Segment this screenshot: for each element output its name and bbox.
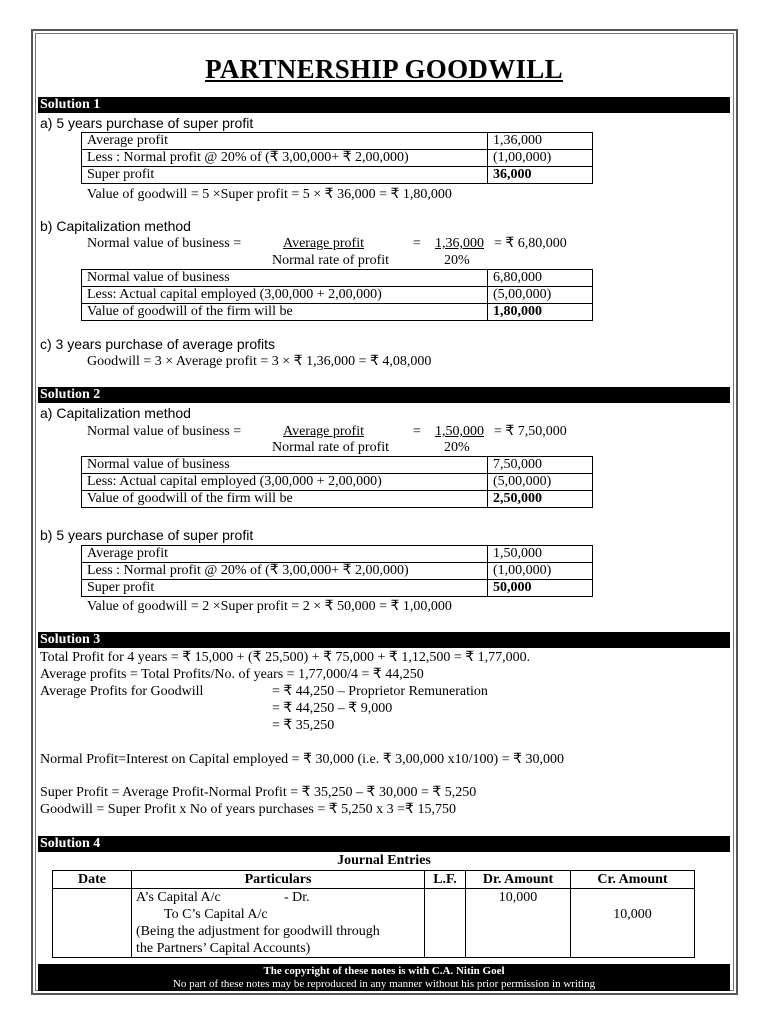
- s2-a-result: = ₹ 7,50,000: [494, 424, 567, 439]
- s2-a-denominator: Normal rate of profit: [272, 440, 390, 455]
- solution-4-header: Solution 4: [38, 836, 730, 852]
- row-value: (1,00,000): [488, 563, 593, 580]
- table-row: [82, 167, 593, 184]
- journal-table: [52, 870, 695, 958]
- column-header: L.F.: [425, 871, 466, 889]
- s2-b-result: Value of goodwill = 2 ×Super profit = 2 × ₹ 50,000 = ₹ 1,00,000: [87, 599, 452, 614]
- lf-cell: [425, 889, 466, 958]
- table-row: [82, 474, 593, 491]
- copyright-line-1: The copyright of these notes is with C.A. Nitin Goel: [263, 965, 505, 977]
- row-value: 1,80,000: [488, 304, 593, 321]
- row-label: Less: Actual capital employed (3,00,000 + 2,00,000): [82, 287, 488, 304]
- row-label: Less: Actual capital employed (3,00,000 + 2,00,000): [82, 474, 488, 491]
- journal-title: Journal Entries: [337, 853, 431, 868]
- s3-line-5: Super Profit = Average Profit-Normal Profit = ₹ 35,250 – ₹ 30,000 = ₹ 5,250: [40, 785, 477, 800]
- row-label: Normal value of business: [82, 457, 488, 474]
- row-label: Less : Normal profit @ 20% of (₹ 3,00,000+ ₹ 2,00,000): [82, 563, 488, 580]
- table-row: [82, 287, 593, 304]
- row-value: 36,000: [488, 167, 593, 184]
- row-label: Value of goodwill of the firm will be: [82, 491, 488, 508]
- date-cell: [53, 889, 132, 958]
- row-value: 1,50,000: [488, 546, 593, 563]
- s1-b-nv-label: Normal value of business =: [87, 236, 242, 251]
- s1-b-result: = ₹ 6,80,000: [494, 236, 567, 251]
- solution-1-header: Solution 1: [38, 97, 730, 113]
- row-value: (5,00,000): [488, 474, 593, 491]
- table-header-row: [53, 871, 695, 889]
- table-row: [82, 563, 593, 580]
- particulars-cell: [132, 889, 425, 958]
- narration-line-2: the Partners’ Capital Accounts): [136, 941, 311, 956]
- s1-b-denominator-value: 20%: [444, 253, 470, 268]
- s3-line-3a: = ₹ 44,250 – Proprietor Remuneration: [272, 684, 488, 699]
- row-value: 6,80,000: [488, 270, 593, 287]
- table-row: [82, 491, 593, 508]
- copyright-footer: [38, 964, 730, 991]
- s2-a-table: [81, 456, 593, 508]
- row-value: 1,36,000: [488, 133, 593, 150]
- s3-line-3-label: Average Profits for Goodwill: [40, 684, 204, 699]
- s1-a-heading: a) 5 years purchase of super profit: [40, 115, 254, 131]
- row-value: 50,000: [488, 580, 593, 597]
- row-label: Super profit: [82, 580, 488, 597]
- particular-credit: To C’s Capital A/c: [164, 907, 268, 922]
- row-label: Average profit: [82, 546, 488, 563]
- s1-c-heading: c) 3 years purchase of average profits: [40, 336, 276, 352]
- table-row: [82, 304, 593, 321]
- row-value: 7,50,000: [488, 457, 593, 474]
- copyright-line-2: No part of these notes may be reproduced in any manner without his prior permission in writing: [172, 978, 596, 990]
- table-row: [82, 546, 593, 563]
- s1-a-result: Value of goodwill = 5 ×Super profit = 5 × ₹ 36,000 = ₹ 1,80,000: [87, 187, 452, 202]
- s1-b-numerator: Average profit: [283, 236, 364, 251]
- debit-marker: - Dr.: [284, 890, 310, 905]
- column-header: Cr. Amount: [571, 871, 695, 889]
- table-row: [82, 270, 593, 287]
- row-value: 2,50,000: [488, 491, 593, 508]
- s1-b-table: [81, 269, 593, 321]
- s2-a-numerator: Average profit: [283, 424, 364, 439]
- page-title: PARTNERSHIP GOODWILL: [205, 54, 563, 84]
- row-label: Average profit: [82, 133, 488, 150]
- solution-2-header: Solution 2: [38, 387, 730, 403]
- s2-a-denominator-value: 20%: [444, 440, 470, 455]
- table-row: [82, 457, 593, 474]
- s1-a-table: [81, 132, 593, 184]
- dr-amount: 10,000: [466, 889, 571, 958]
- table-row: [82, 133, 593, 150]
- row-label: Less : Normal profit @ 20% of (₹ 3,00,000+ ₹ 2,00,000): [82, 150, 488, 167]
- s3-line-3b: = ₹ 44,250 – ₹ 9,000: [272, 701, 393, 716]
- table-row: [53, 889, 695, 958]
- row-label: Value of goodwill of the firm will be: [82, 304, 488, 321]
- s2-a-heading: a) Capitalization method: [40, 405, 191, 421]
- s3-line-1: Total Profit for 4 years = ₹ 15,000 + (₹ 25,500) + ₹ 75,000 + ₹ 1,12,500 = ₹ 1,77,000.: [40, 650, 531, 665]
- particular-debit: A’s Capital A/c: [136, 890, 221, 905]
- table-row: [82, 580, 593, 597]
- row-value: (5,00,000): [488, 287, 593, 304]
- s1-b-denominator: Normal rate of profit: [272, 253, 390, 268]
- s1-b-heading: b) Capitalization method: [40, 218, 191, 234]
- s3-line-6: Goodwill = Super Profit x No of years purchases = ₹ 5,250 x 3 =₹ 15,750: [40, 802, 456, 817]
- s2-b-table: [81, 545, 593, 597]
- table-row: [82, 150, 593, 167]
- s2-a-nv-label: Normal value of business =: [87, 424, 242, 439]
- row-label: Super profit: [82, 167, 488, 184]
- s1-b-equals: =: [413, 236, 421, 251]
- s2-b-heading: b) 5 years purchase of super profit: [40, 527, 254, 543]
- column-header: Date: [53, 871, 132, 889]
- cr-amount: 10,000: [571, 889, 695, 958]
- s3-line-4: Normal Profit=Interest on Capital employed = ₹ 30,000 (i.e. ₹ 3,00,000 x10/100) = ₹ 30,000: [40, 752, 565, 767]
- row-label: Normal value of business: [82, 270, 488, 287]
- s3-line-3c: = ₹ 35,250: [272, 718, 335, 733]
- solution-3-header: Solution 3: [38, 632, 730, 648]
- s2-a-numerator-value: 1,50,000: [435, 424, 484, 439]
- s2-a-equals: =: [413, 424, 421, 439]
- s1-c-result: Goodwill = 3 × Average profit = 3 × ₹ 1,36,000 = ₹ 4,08,000: [87, 354, 432, 369]
- narration-line-1: (Being the adjustment for goodwill through: [136, 924, 380, 939]
- column-header: Dr. Amount: [466, 871, 571, 889]
- s1-b-numerator-value: 1,36,000: [435, 236, 484, 251]
- row-value: (1,00,000): [488, 150, 593, 167]
- s3-line-2: Average profits = Total Profits/No. of years = 1,77,000/4 = ₹ 44,250: [40, 667, 424, 682]
- column-header: Particulars: [132, 871, 425, 889]
